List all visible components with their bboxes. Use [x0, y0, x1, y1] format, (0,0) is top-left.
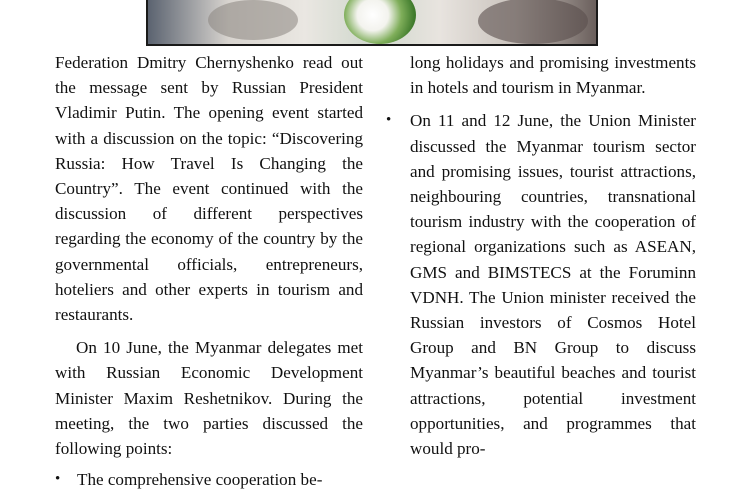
bullet-icon: • [386, 112, 392, 129]
left-bullet-item [55, 467, 363, 492]
article-photo [146, 0, 598, 46]
photo-flower-arrangement [344, 0, 416, 44]
left-paragraph-2: On 10 June, the Myanmar delegates met with Russian Economic Development Minister Maxim Reshetnikov. During the meeting, the two parties discussed the following points: [55, 338, 363, 459]
left-paragraph-1: Federation Dmitry Chernyshenko read out the message sent by Russian President Vladimir Putin. The opening event started with a discussion on the topic: “Discovering Russia: How Travel Is Changing the Country”. The event continued with the discussion of different perspectives regarding the economy of the country by the governmental officials, entrepreneurs, hoteliers and other experts in tourism and restaurants. [55, 53, 363, 325]
photo-figure-left [208, 0, 298, 40]
right-column [386, 50, 696, 461]
right-bullet-item [386, 108, 696, 461]
photo-figure-right [478, 0, 588, 44]
bullet-icon: • [55, 471, 61, 488]
left-bullet-text: The comprehensive cooperation be- [77, 470, 323, 490]
right-continuation: long holidays and promising investments in hotels and tourism in Myanmar. [410, 53, 696, 98]
right-bullet-text: On 11 and 12 June, the Union Minister discussed the Myanmar tourism sector and promising issues, tourist attractions, neighbouring countries, transnational tourism industry with the cooperation of regional organizations such as ASEAN, GMS and BIMSTECS at the Foruminn VDNH. The Union minister received the Russian investors of Cosmos Hotel Group and BN Group to discuss Myanmar’s beautiful beaches and tourist attractions, potential investment opportunities, and programmes that would pro- [410, 111, 696, 459]
left-column [55, 50, 363, 492]
